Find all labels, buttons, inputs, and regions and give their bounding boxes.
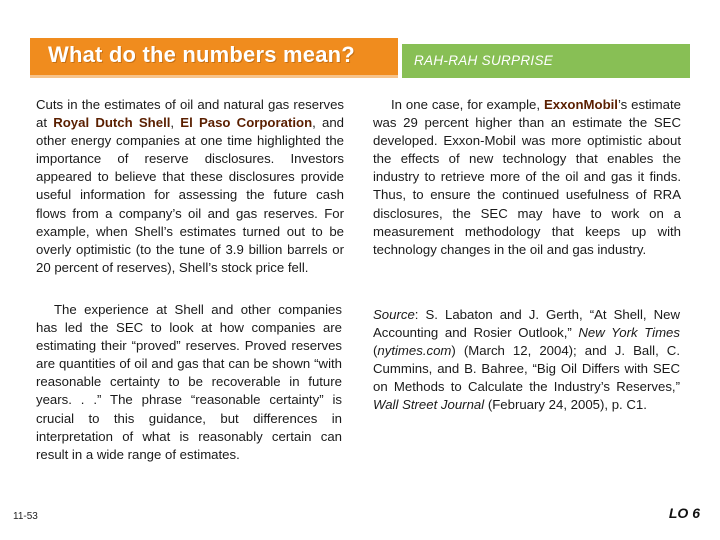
text-run: (February 24, 2005), p. C1. xyxy=(484,397,647,413)
paragraph-sec-proved-reserves xyxy=(36,301,342,464)
text-run: Cuts in the estimates of oil and natural gas reserves at xyxy=(36,97,344,131)
citation-nytimes-com: nytimes.com xyxy=(377,343,452,359)
paragraph-exxonmobil xyxy=(373,96,681,259)
text-run: ) (March 12, 2004); and J. Ball, C. Cummins, and B. Bahree, “Big Oil Differs with SEC on Methods to Calculate the Industry’s Reserves,” xyxy=(373,343,680,395)
company-el-paso: El Paso Corporation xyxy=(180,115,313,131)
feature-banner xyxy=(30,38,690,78)
page-number: 11-53 xyxy=(13,511,38,522)
text-run: , and other energy companies at one time highlighted the importance of reserve disclosures. Investors appeared to believe that these disclosures provide useful information for assessing the future cash flows from a company’s oil and gas reserves. For example, when Shell’s estimates turned out to be overly optimistic (to the tune of 3.9 billion barrels or 20 percent of reserves), Shell’s stock price fell. xyxy=(36,115,344,275)
banner-title: What do the numbers mean? xyxy=(48,42,355,67)
text-run: ( xyxy=(373,343,378,359)
source-citation xyxy=(373,306,680,415)
source-label: Source xyxy=(373,307,415,322)
paragraph-shell-cuts xyxy=(36,96,344,277)
banner-subtitle-box xyxy=(402,44,690,78)
citation-nyt: New York Times xyxy=(578,325,680,341)
text-run: ’s estimate was 29 percent higher than an estimate the SEC developed. Exxon-Mobil was more optimistic about the effects of new technology that enables the industry to retrieve more of the oil and gas it finds. Thus, to ensure the continued usefulness of RRA disclosures, the SEC may have to work on a measurement methodology that keeps up with technology changes in the oil and gas industry. xyxy=(373,97,681,257)
text-run: : S. Labaton and J. Gerth, “At Shell, New Accounting and Rosier Outlook,” xyxy=(373,307,680,341)
banner-title-box xyxy=(30,38,398,78)
company-exxonmobil: ExxonMobil xyxy=(543,97,618,112)
text-run: The experience at Shell and other companies has led the SEC to look at how companies are estimating their “proved” reserves. Proved reserves are quantities of oil and gas that can be shown “with reasonable certainty to be recoverable in future years. . .” The phrase “reasonable certainty” is crucial to this guidance, but differences in interpretation of what is reasonably certain can result in a wide range of estimates. xyxy=(36,302,342,462)
text-run: In one case, for example, xyxy=(391,97,544,112)
text-run: , xyxy=(170,115,181,131)
citation-wsj: Wall Street Journal xyxy=(373,397,485,413)
banner-subtitle: RAH-RAH SURPRISE xyxy=(414,53,554,68)
learning-objective: LO 6 xyxy=(668,505,700,521)
company-royal-dutch-shell: Royal Dutch Shell xyxy=(53,115,171,131)
